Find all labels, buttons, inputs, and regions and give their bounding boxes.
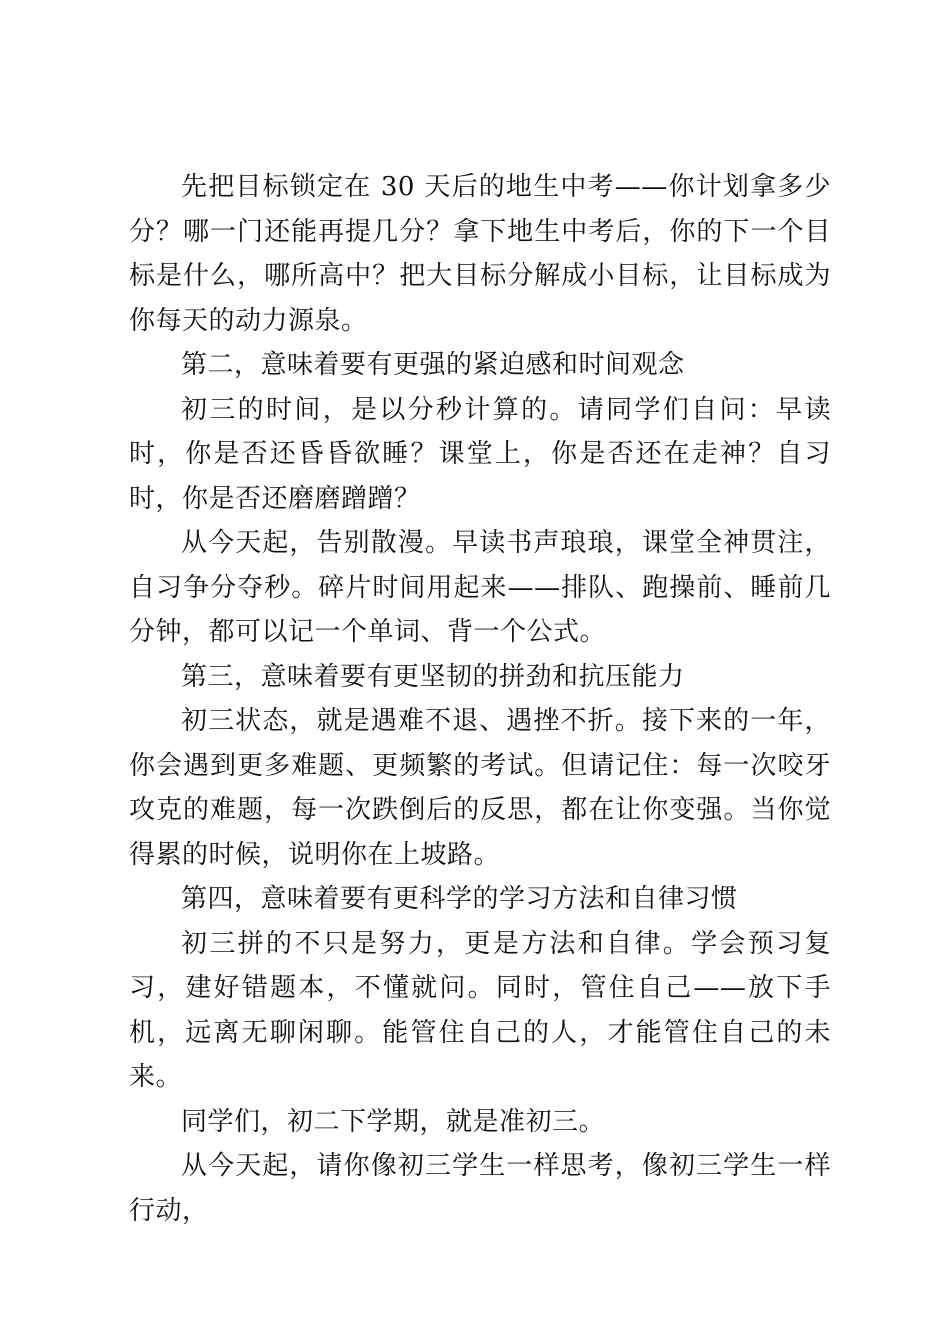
paragraph-goal-setting: 先把目标锁定在 30 天后的地生中考——你计划拿多少分？哪一门还能再提几分？拿下地生中考后，你的下一个目标是什么，哪所高中？把大目标分解成小目标，让目标成为你每天的动力源泉。 — [129, 172, 831, 336]
document-body — [129, 165, 831, 1233]
paragraph-resilience: 初三状态，就是遇难不退、遇挫不折。接下来的一年，你会遇到更多难题、更频繁的考试。但请记住：每一次咬牙攻克的难题，每一次跌倒后的反思，都在让你变强。当你觉得累的时候，说明你在上坡路。 — [129, 706, 831, 870]
paragraph-time-awareness: 初三的时间，是以分秒计算的。请同学们自问：早读时，你是否还昏昏欲睡？课堂上，你是否还在走神？自习时，你是否还磨磨蹭蹭？ — [129, 394, 831, 514]
paragraph-call-to-action: 从今天起，请你像初三学生一样思考，像初三学生一样行动， — [129, 1151, 831, 1226]
paragraph-pre-junior-three: 同学们，初二下学期，就是准初三。 — [181, 1106, 606, 1137]
paragraph-study-methods: 初三拼的不只是努力，更是方法和自律。学会预习复习，建好错题本，不懂就问。同时，管住自己——放下手机，远离无聊闲聊。能管住自己的人，才能管住自己的未来。 — [129, 928, 831, 1092]
paragraph-use-time: 从今天起，告别散漫。早读书声琅琅，课堂全神贯注，自习争分夺秒。碎片时间用起来——排队、跑操前、睡前几分钟，都可以记一个单词、背一个公式。 — [129, 528, 831, 647]
heading-fourth-point: 第四，意味着要有更科学的学习方法和自律习惯 — [181, 884, 738, 914]
heading-second-point: 第二，意味着要有更强的紧迫感和时间观念 — [181, 350, 685, 380]
heading-third-point: 第三，意味着要有更坚韧的拼劲和抗压能力 — [181, 661, 685, 692]
